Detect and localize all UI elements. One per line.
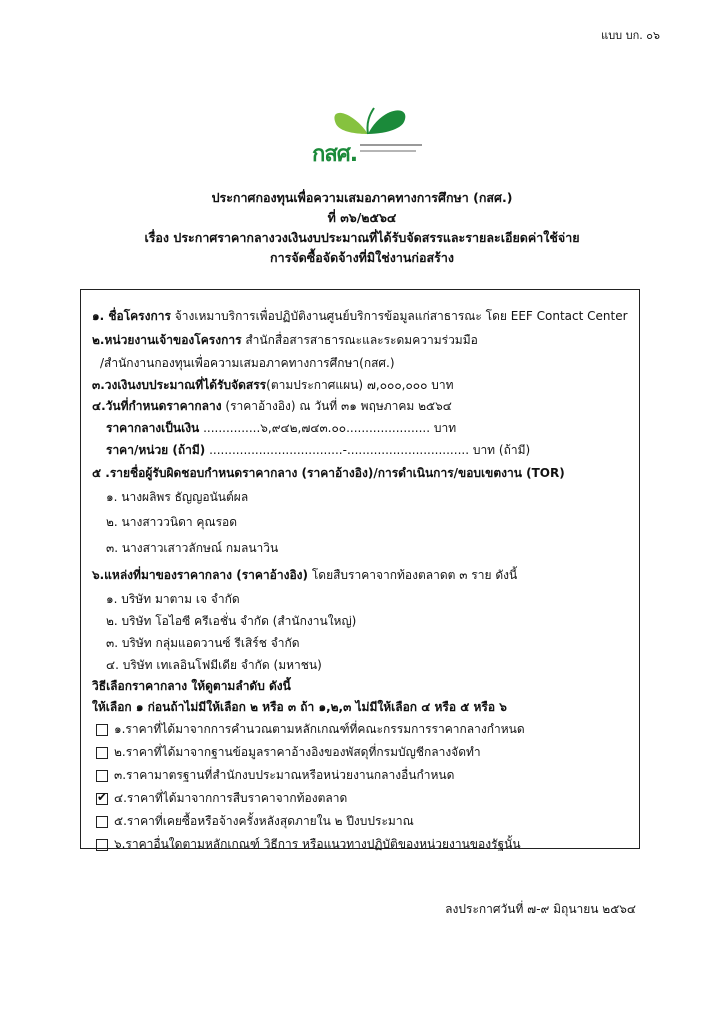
checkbox[interactable] (96, 816, 108, 828)
eef-logo (312, 100, 424, 166)
method-option-4[interactable] (96, 789, 347, 808)
method-option-label: ๖.ราคาอื่นใดตามหลักเกณฑ์ วิธีการ หรือแนวทางปฏิบัติของหน่วยงานของรัฐนั้น (114, 837, 521, 851)
price-date-row (92, 397, 452, 416)
responsible-person: ๑. นางผลิพร ธัญญอนันต์ผล (106, 490, 249, 504)
checkbox[interactable] (96, 747, 108, 759)
checkbox[interactable] (96, 724, 108, 736)
project-name-label: ๑. ชื่อโครงการ (92, 309, 171, 323)
price-source-label: ๖.แหล่งที่มาของราคากลาง (ราคาอ้างอิง) (92, 568, 308, 582)
logo-subtitle-line (360, 150, 416, 154)
method-instruction: ให้เลือก ๑ ก่อนถ้าไม่มีให้เลือก ๒ หรือ ๓ ถ้า ๑,๒,๓ ไม่มีให้เลือก ๔ หรือ ๕ หรือ ๖ (92, 700, 507, 714)
unit-price-row (106, 441, 530, 460)
method-option-1[interactable] (96, 720, 525, 739)
method-option-label: ๔.ราคาที่ได้มาจากการสืบราคาจากท้องตลาด (114, 791, 348, 805)
butterfly-logo-icon (312, 100, 424, 140)
checkbox[interactable] (96, 770, 108, 782)
price-source-item: ๑. บริษัท มาตาม เจ จำกัด (106, 592, 240, 606)
median-price-row (106, 419, 456, 438)
project-name-value: จ้างเหมาบริการเพื่อปฏิบัติงานศูนย์บริการข้อมูลแก่สาธารณะ โดย EEF Contact Center (174, 309, 628, 323)
header-line-4: การจัดซื้อจัดจ้างที่มิใช่งานก่อสร้าง (270, 250, 454, 265)
header-line-2: ที่ ๓๖/๒๕๖๔ (327, 210, 397, 225)
price-source-item: ๒. บริษัท โอไอซี ครีเอชั่น จำกัด (สำนักงานใหญ่) (106, 614, 357, 628)
responsible-person: ๒. นางสาววนิดา คุณรอด (106, 515, 238, 529)
header-line-3: เรื่อง ประกาศราคากลางวงเงินงบประมาณที่ได้รับจัดสรรและรายละเอียดค่าใช้จ่าย (144, 230, 580, 245)
responsible-person: ๓. นางสาวเสาวลักษณ์ กมลนาวิน (106, 541, 279, 555)
budget-value: (ตามประกาศแผน) ๗,๐๐๐,๐๐๐ บาท (266, 378, 454, 392)
method-option-label: ๒.ราคาที่ได้มาจากฐานข้อมูลราคาอ้างอิงของพัสดุที่กรมบัญชีกลางจัดทำ (114, 745, 481, 759)
budget-row (92, 376, 454, 395)
price-date-value: (ราคาอ้างอิง) ณ วันที่ ๓๑ พฤษภาคม ๒๕๖๔ (225, 399, 452, 413)
checkbox-checked[interactable] (96, 793, 108, 805)
method-option-label: ๓.ราคามาตรฐานที่สำนักงบประมาณหรือหน่วยงานกลางอื่นกำหนด (114, 768, 455, 782)
checkbox[interactable] (96, 839, 108, 851)
project-name-row (92, 307, 628, 326)
method-option-label: ๕.ราคาที่เคยซื้อหรือจ้างครั้งหลังสุดภายใน ๒ ปีงบประมาณ (114, 814, 414, 828)
price-source-row (92, 566, 517, 585)
header-line-1: ประกาศกองทุนเพื่อความเสมอภาคทางการศึกษา (กสศ.) (211, 190, 513, 205)
logo-text: กสศ. (312, 142, 358, 167)
document-header (100, 188, 624, 268)
median-price-label: ราคากลางเป็นเงิน (106, 421, 200, 435)
price-source-value: โดยสืบราคาจากท้องตลาดต ๓ ราย ดังนี้ (311, 568, 518, 582)
agency-value: สำนักสื่อสารสาธารณะและระดมความร่วมมือ (245, 333, 478, 347)
responsible-persons-label: ๕ .รายชื่อผู้รับผิดชอบกำหนดราคากลาง (ราคาอ้างอิง)/การดำเนินการ/ขอบเขตงาน (TOR) (92, 466, 565, 480)
method-option-6[interactable] (96, 835, 521, 854)
method-title: วิธีเลือกราคากลาง ให้ดูตามลำดับ ดังนี้ (92, 679, 291, 693)
method-option-label: ๑.ราคาที่ได้มาจากการคำนวณตามหลักเกณฑ์ที่คณะกรรมการราคากลางกำหนด (114, 722, 525, 736)
agency-label: ๒.หน่วยงานเจ้าของโครงการ (92, 333, 242, 347)
unit-price-label: ราคา/หน่วย (ถ้ามี) (106, 443, 206, 457)
unit-price-value: ...................................-................................ บาท (ถ้ามี) (209, 443, 531, 457)
budget-label: ๓.วงเงินงบประมาณที่ได้รับจัดสรร (92, 378, 267, 392)
price-source-item: ๓. บริษัท กลุ่มแอดวานซ์ รีเสิร์ช จำกัด (106, 636, 300, 650)
agency-row (92, 331, 478, 350)
announcement-date: ลงประกาศวันที่ ๗-๙ มิถุนายน ๒๕๖๔ (445, 902, 636, 916)
price-source-item: ๔. บริษัท เทเลอินโฟมีเดีย จำกัด (มหาชน) (106, 658, 322, 672)
method-option-3[interactable] (96, 766, 454, 785)
price-date-label: ๔.วันที่กำหนดราคากลาง (92, 399, 222, 413)
agency-value-2: /สำนักงานกองทุนเพื่อความเสมอภาคทางการศึกษา(กสศ.) (100, 356, 395, 370)
logo-subtitle-line (360, 144, 422, 149)
method-option-5[interactable] (96, 812, 414, 831)
form-code: แบบ บก. ๐๖ (601, 29, 660, 42)
median-price-value: ...............๖,๙๔๒,๗๔๓.๐๐...................... บาท (203, 421, 457, 435)
method-option-2[interactable] (96, 743, 481, 762)
